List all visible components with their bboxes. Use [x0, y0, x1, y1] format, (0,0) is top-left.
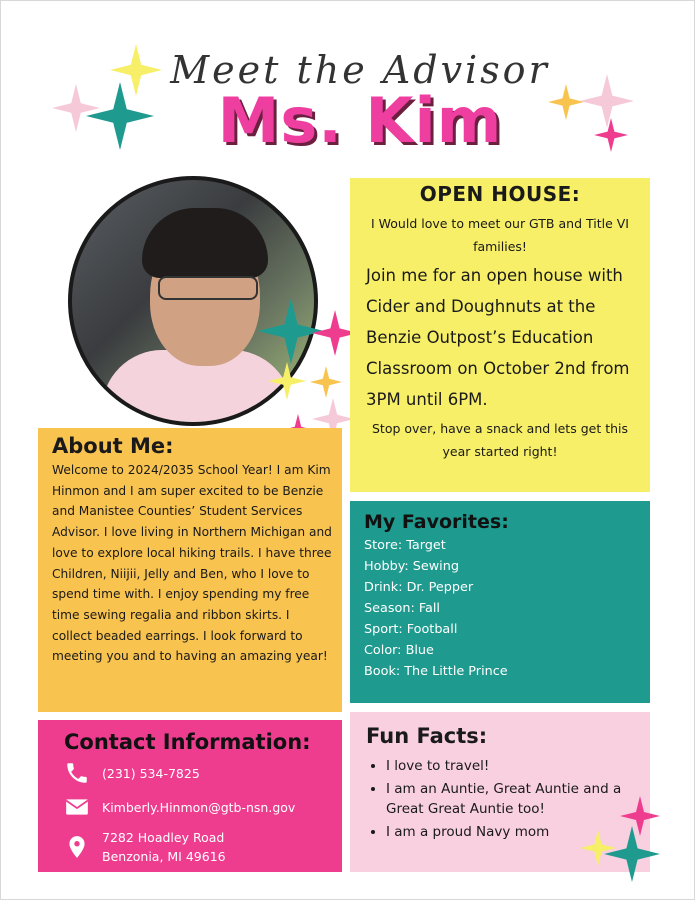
- star-decoration-icon: [268, 362, 306, 400]
- star-decoration-icon: [604, 826, 660, 882]
- phone-icon: [64, 760, 90, 786]
- location-pin-icon: [64, 834, 90, 860]
- about-me-panel: [38, 428, 342, 712]
- advisor-name-title: Ms. Kim: [217, 84, 503, 157]
- mail-icon: [64, 794, 90, 820]
- open-house-panel: [350, 178, 650, 492]
- open-house-heading: OPEN HOUSE:: [419, 182, 581, 206]
- contact-heading: Contact Information:: [64, 730, 311, 754]
- open-house-intro: I Would love to meet our GTB and Title VI families!: [371, 216, 629, 254]
- phone-link[interactable]: (231) 534-7825: [102, 765, 200, 781]
- contact-phone-row: [64, 760, 330, 786]
- contact-address-row: [64, 828, 330, 866]
- fun-fact-item: • I love to travel!: [386, 756, 634, 776]
- fun-fact-item: • I am an Auntie, Great Auntie and a Great Great Auntie too!: [386, 779, 634, 819]
- favorites-panel: [350, 501, 650, 703]
- favorite-item: Hobby: Sewing: [364, 559, 459, 574]
- contact-panel: [38, 720, 342, 872]
- star-decoration-icon: [86, 82, 154, 150]
- star-decoration-icon: [310, 366, 342, 398]
- contact-email-row: [64, 794, 330, 820]
- fun-facts-heading: Fun Facts:: [366, 724, 488, 748]
- email-link[interactable]: Kimberly.Hinmon@gtb-nsn.gov: [102, 799, 296, 815]
- favorite-item: Sport: Football: [364, 622, 458, 637]
- fun-fact-item: • I am a proud Navy mom: [386, 822, 634, 842]
- favorite-item: Drink: Dr. Pepper: [364, 580, 474, 595]
- open-house-closing: Stop over, have a snack and lets get this year started right!: [371, 421, 629, 459]
- meet-the-advisor-title: Meet the Advisor: [170, 48, 550, 92]
- favorite-item: Store: Target: [364, 538, 446, 553]
- address-line-1: 7282 Hoadley Road: [102, 830, 225, 845]
- favorite-item: Season: Fall: [364, 601, 440, 616]
- about-me-body: Welcome to 2024/2035 School Year! I am Kim Hinmon and I am super excited to be Benzie and Manistee Counties’ Student Services Advisor. I love living in Northern Michigan and love to explore local hiking trails. I have three Children, Niijii, Jelly and Ben, who I love to spend time with. I enjoy spending my free time sewing regalia and ribbon skirts. I collect beaded earrings. I look forward to meeting you and to having an amazing year!: [52, 463, 332, 664]
- about-me-heading: About Me:: [52, 434, 174, 458]
- favorite-item: Book: The Little Prince: [364, 664, 508, 679]
- favorite-item: Color: Blue: [364, 643, 434, 658]
- favorites-heading: My Favorites:: [364, 511, 509, 533]
- open-house-details: Join me for an open house with Cider and Doughnuts at the Benzie Outpost’s Education Classroom on October 2nd from 3PM until 6PM.: [366, 266, 630, 409]
- address-line-2: Benzonia, MI 49616: [102, 849, 226, 864]
- star-decoration-icon: [594, 118, 628, 152]
